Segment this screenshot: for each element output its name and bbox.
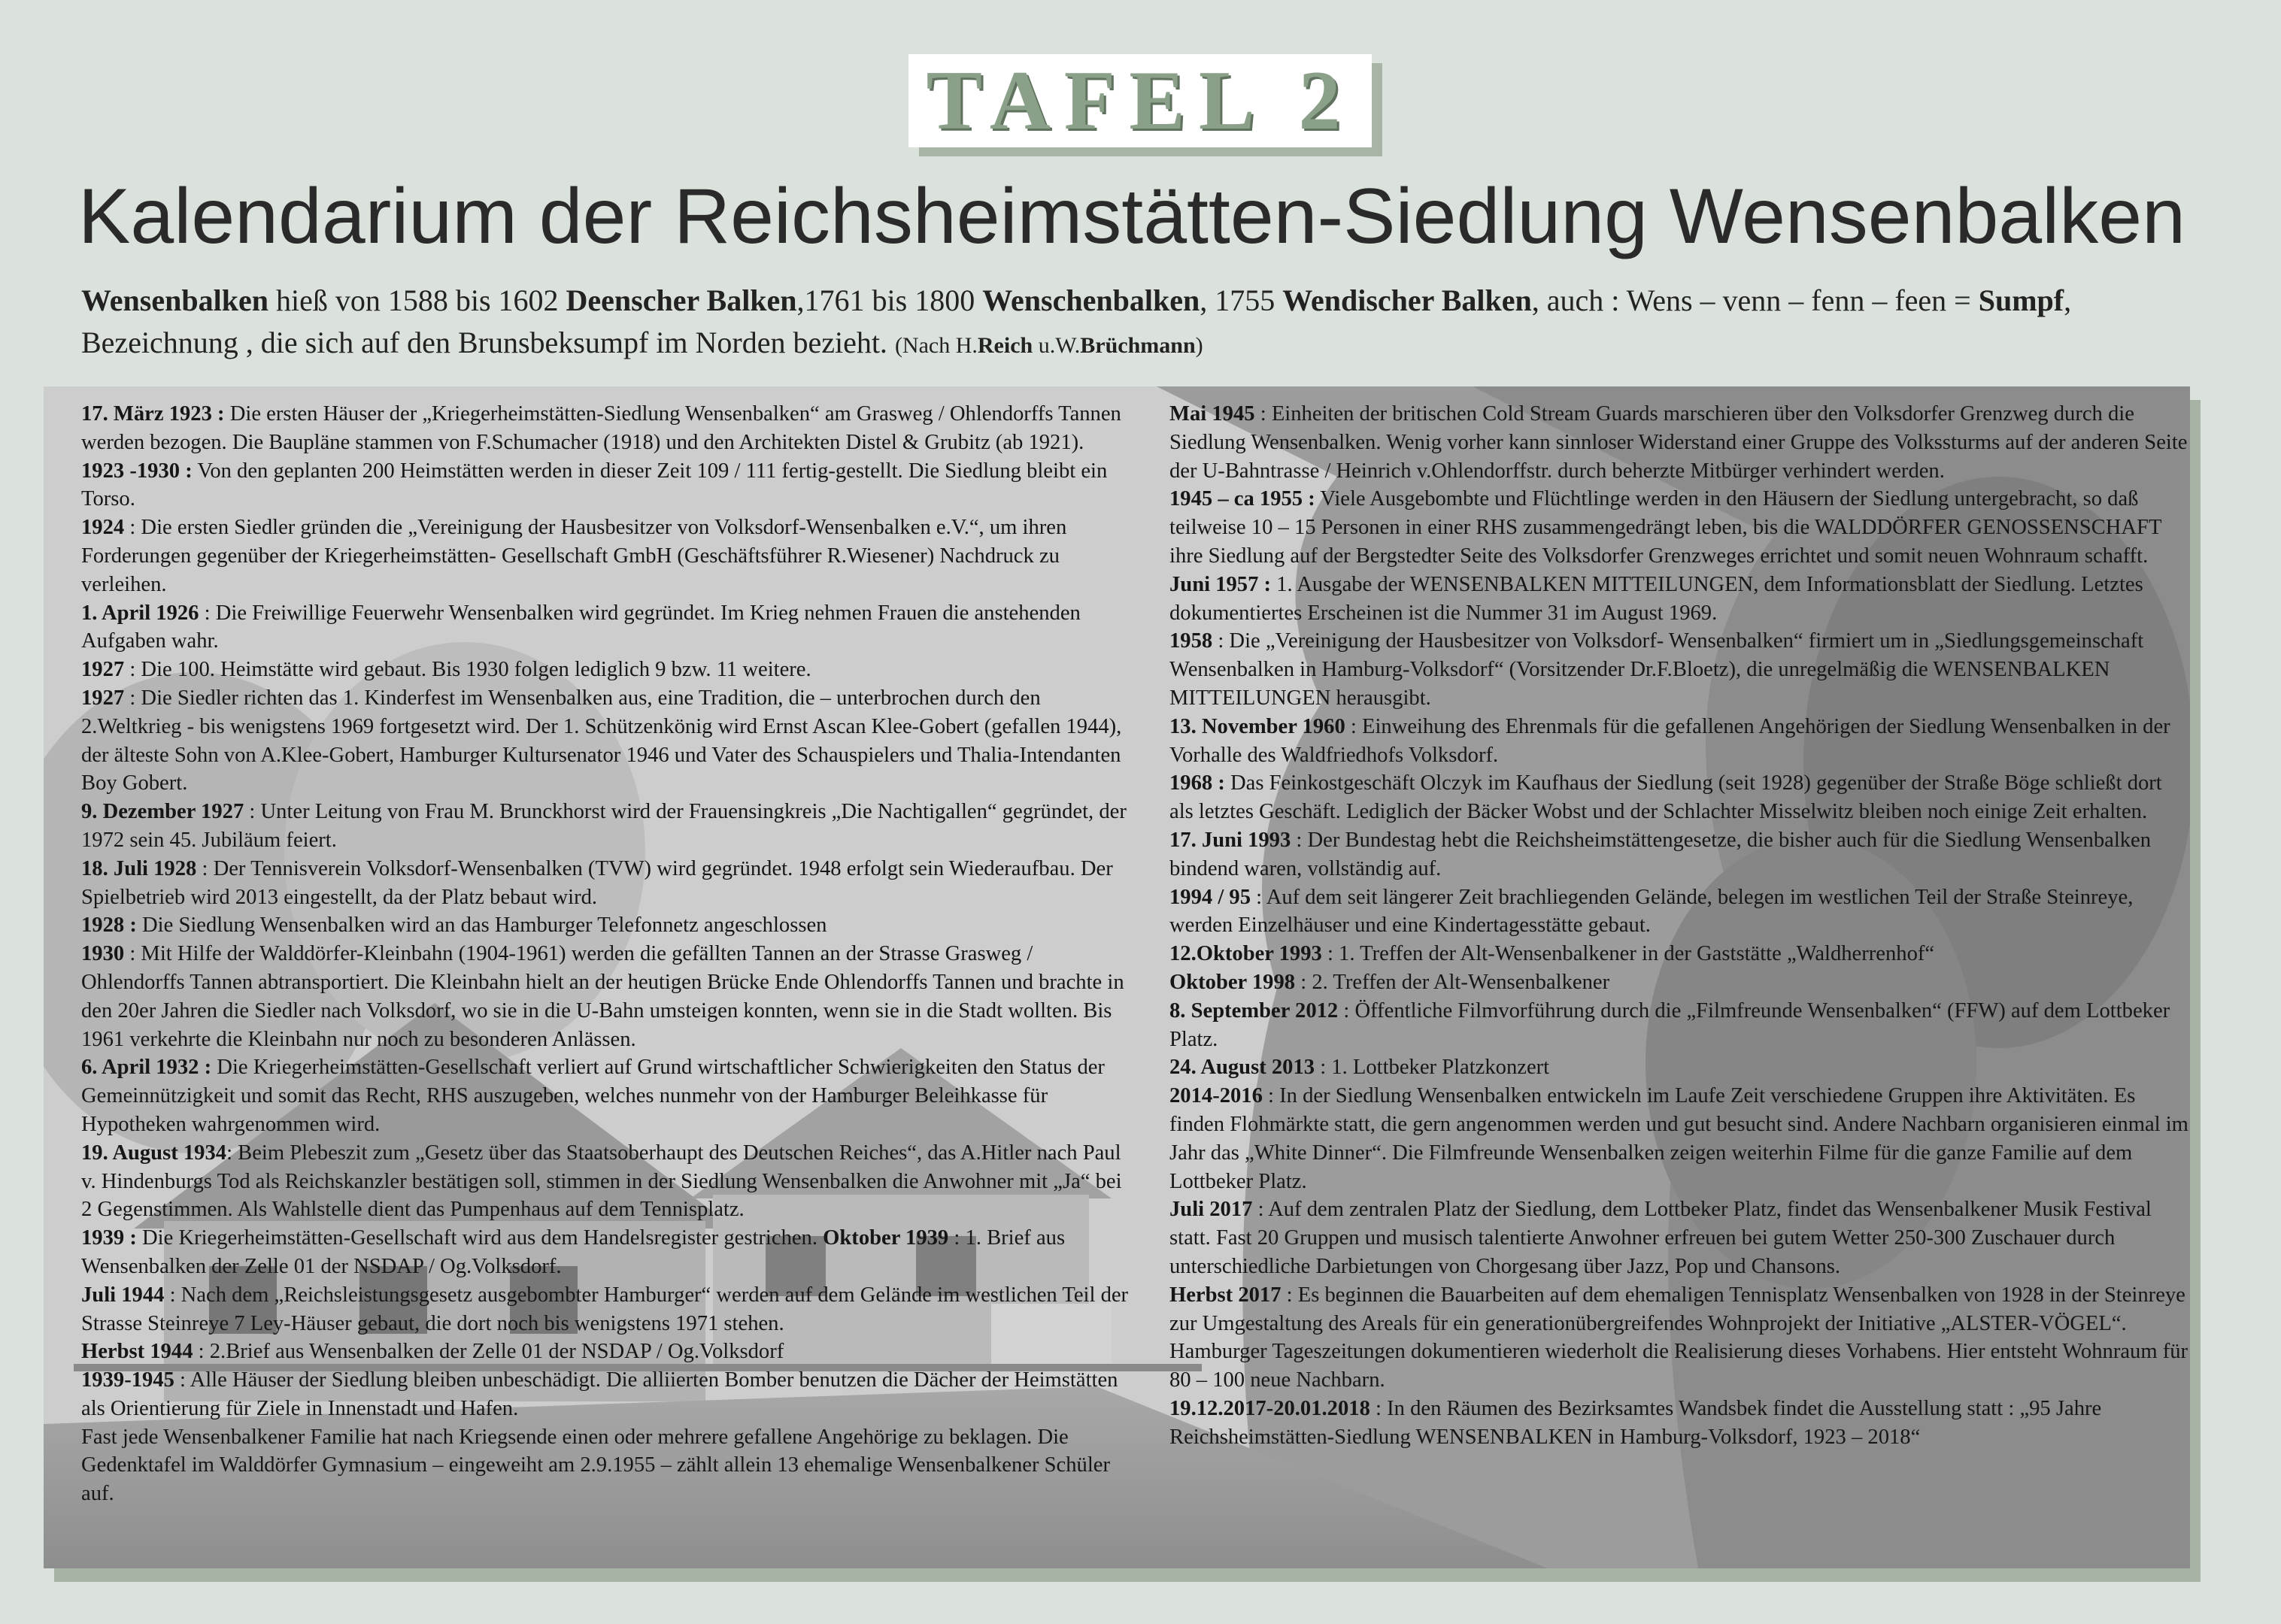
- entry-date: 1927: [81, 658, 125, 682]
- timeline-entry: [1169, 826, 2188, 883]
- entry-text: Die Kriegerheimstätten-Gesellschaft verliert auf Grund wirtschaftlicher Schwierigkeiten den Status der Gemeinnützigkeit und somit das Recht, RHS auszugeben, welches nunmehr von der Hamburger Beleihkasse für Hypotheken wahrgenommen wird.: [81, 1056, 1105, 1136]
- intro-segment: Wenschenbalken: [982, 283, 1200, 317]
- timeline-entry: [1169, 997, 2188, 1054]
- entry-date: Juli 2017: [1169, 1198, 1253, 1222]
- entry-text: : 1. Brief aus Wensenbalken der Zelle 01 der NSDAP / Og.Volksdorf.: [81, 1226, 1066, 1278]
- entry-text: : Auf dem zentralen Platz der Siedlung, dem Lottbeker Platz, findet das Wensenbalkener Musik Festival statt. Fast 20 Gruppen und musisch talentierte Anwohner erfreuen bei gutem Wetter 250-300 Zuschauer durch unterschiedliche Darbietungen von Chorgesang über Jazz, Pop und Chansons.: [1169, 1198, 2152, 1278]
- entry-date: 1924: [81, 516, 125, 540]
- entry-date: 1928 :: [81, 914, 137, 938]
- timeline-entry: [81, 1053, 1134, 1138]
- entry-date: 1994 / 95: [1169, 885, 1251, 909]
- entry-date: 13. November 1960: [1169, 714, 1345, 738]
- intro-line-1: [81, 280, 2210, 322]
- entry-date: 1945 – ca 1955 :: [1169, 487, 1315, 511]
- timeline-entry: [81, 1139, 1134, 1224]
- tafel-badge: [908, 54, 1372, 147]
- intro-segment: Deenscher Balken: [566, 283, 797, 317]
- timeline-entry: [1169, 968, 2188, 997]
- intro-segment: ,: [2064, 283, 2072, 317]
- entry-text: : 1. Lottbeker Platzkonzert: [1315, 1056, 1550, 1080]
- intro-segment: Sumpf: [1978, 283, 2064, 317]
- intro-segment: ,1761 bis 1800: [796, 283, 983, 317]
- entry-date: Mai 1945: [1169, 402, 1255, 426]
- entry-text: : Die „Vereinigung der Hausbesitzer von Volksdorf- Wensenbalken“ firmiert um in „Siedlungsgemeinschaft Wensenbalken in Hamburg-Volksdorf“ (Vorsitzender Dr.F.Bloetz), die unregelmäßig die WENSENBALKEN MITTEILUNGEN herausgibt.: [1169, 629, 2144, 710]
- entry-text: : Die Siedler richten das 1. Kinderfest im Wensenbalken aus, eine Tradition, die – unterbrochen durch den 2.Weltkrieg - bis wenigstens 1969 fortgesetzt wird. Der 1. Schützenkönig wird Ernst Ascan Klee-Gobert (gefallen 1944), der älteste Sohn von A.Klee-Gobert, Hamburger Kultursenator 1946 und Vater des Schauspielers und Thalia-Intendanten Boy Gobert.: [81, 686, 1122, 795]
- timeline-entry: [81, 1281, 1134, 1338]
- entry-date: Oktober 1998: [1169, 970, 1296, 994]
- timeline-entry: [1169, 883, 2188, 941]
- entry-date: 19. August 1934: [81, 1141, 227, 1165]
- entry-text: : Der Bundestag hebt die Reichsheimstättengesetze, die bisher auch für die Siedlung Wensenbalken bindend waren, vollständig auf.: [1169, 828, 2152, 880]
- entry-text: : 1. Treffen der Alt-Wensenbalkener in der Gaststätte „Waldherrenhof“: [1321, 942, 1935, 966]
- entry-text: Die ersten Häuser der „Kriegerheimstätten-Siedlung Wensenbalken“ am Grasweg / Ohlendorffs Tannen werden bezogen. Die Baupläne stammen von F.Schumacher (1918) und den Architekten Distel & Grubitz (ab 1921).: [81, 402, 1121, 454]
- entry-text: : Einweihung des Ehrenmals für die gefallenen Angehörigen der Siedlung Wensenbalken in der Vorhalle des Waldfriedhofs Volksdorf.: [1169, 714, 2170, 767]
- intro-segment: Wensenbalken: [81, 283, 268, 317]
- entry-date: 1923 -1930 :: [81, 459, 193, 483]
- timeline-entry: [1169, 1395, 2188, 1452]
- entry-date: 1939 :: [81, 1226, 137, 1250]
- entry-text: : Die 100. Heimstätte wird gebaut. Bis 1930 folgen lediglich 9 bzw. 11 weitere.: [124, 658, 811, 682]
- entry-date: 19.12.2017-20.01.2018: [1169, 1396, 1370, 1420]
- timeline-entry: [1169, 1281, 2188, 1395]
- entry-date: 1930: [81, 942, 125, 966]
- entry-date: 1968 :: [1169, 771, 1225, 795]
- timeline-right-column: [1169, 400, 2188, 1451]
- entry-date: 6. April 1932 :: [81, 1056, 212, 1080]
- timeline-entry: [1169, 627, 2188, 712]
- timeline-entry: [81, 1366, 1134, 1423]
- timeline-entry: [81, 599, 1134, 656]
- intro-line-2: [81, 322, 2210, 367]
- entry-text: : Alle Häuser der Siedlung bleiben unbeschädigt. Die alliierten Bomber benutzen die Dächer der Heimstätten als Orientierung für Ziele in Innenstadt und Hafen.: [81, 1368, 1118, 1420]
- entry-text: : Einheiten der britischen Cold Stream Guards marschieren über den Volksdorfer Grenzweg durch die Siedlung Wensenbalken. Wenig vorher kann sinnloser Widerstand einer Gruppe des Volkssturms auf der anderen Seite der U-Bahntrasse / Heinrich v.Ohlendorffstr. durch beherzte Mitbürger verhindert werden.: [1169, 402, 2188, 483]
- entry-text: Fast jede Wensenbalkener Familie hat nach Kriegsende einen oder mehrere gefallene Angehörige zu beklagen. Die Gedenktafel im Walddörfer Gymnasium – eingeweiht am 2.9.1955 – zählt allein 13 ehemalige Wensenbalkener Schüler auf.: [81, 1425, 1111, 1506]
- intro-source: (Nach H.Reich u.W.Brüchmann): [894, 333, 1203, 358]
- intro-segment: , 1755: [1200, 283, 1283, 317]
- intro-paragraph: [81, 280, 2210, 367]
- intro-line-2-text: Bezeichnung , die sich auf den Brunsbeksumpf im Norden bezieht.: [81, 326, 887, 359]
- entry-date: Juli 1944: [81, 1283, 165, 1307]
- entry-date: 1. April 1926: [81, 601, 199, 625]
- timeline-entry: [81, 514, 1134, 598]
- entry-text: : Unter Leitung von Frau M. Brunckhorst wird der Frauensingkreis „Die Nachtigallen“ gegründet, der 1972 sein 45. Jubiläum feiert.: [81, 800, 1127, 852]
- entry-date: Juni 1957 :: [1169, 572, 1272, 596]
- timeline-entry: [81, 400, 1134, 457]
- entry-date: Oktober 1939: [823, 1226, 949, 1250]
- timeline-entry: [1169, 400, 2188, 485]
- entry-text: : Mit Hilfe der Walddörfer-Kleinbahn (1904-1961) werden die gefällten Tannen an der Strasse Grasweg / Ohlendorffs Tannen abtransportiert. Die Kleinbahn hielt an der heutigen Brücke Ende Ohlendorffs Tannen und brachte in den 20er Jahren die Siedler nach Volksdorf, wo sie in die U-Bahn umsteigen konnten, wenn sie in die Stadt wollten. Bis 1961 verkehrte die Kleinbahn nur noch zu besonderen Anlässen.: [81, 942, 1124, 1051]
- entry-text: : Es beginnen die Bauarbeiten auf dem ehemaligen Tennisplatz Wensenbalken von 1928 in der Steinreye zur Umgestaltung des Areals für ein generationübergreifendes Wohnprojekt der Initiative „ALSTER-VÖGEL“. Hamburger Tageszeitungen dokumentieren wiederholt die Realisierung dieses Vorhabens. Hier entsteht Wohnraum für 80 – 100 neue Nachbarn.: [1169, 1283, 2188, 1392]
- entry-text: : Nach dem „Reichsleistungsgesetz ausgebombter Hamburger“ werden auf dem Gelände im westlichen Teil der Strasse Steinreye 7 Ley-Häuser gebaut, die dort noch bis wenigstens 1971 stehen.: [81, 1283, 1129, 1335]
- entry-text: : 2. Treffen der Alt-Wensenbalkener: [1295, 970, 1610, 994]
- timeline-entry: [81, 656, 1134, 684]
- entry-date: 17. März 1923 :: [81, 402, 225, 426]
- entry-text: Die Siedlung Wensenbalken wird an das Hamburger Telefonnetz angeschlossen: [136, 914, 827, 938]
- entry-text: : Die Freiwillige Feuerwehr Wensenbalken wird gegründet. Im Krieg nehmen Frauen die anstehenden Aufgaben wahr.: [81, 601, 1081, 653]
- entry-text: : Öffentliche Filmvorführung durch die „Filmfreunde Wensenbalken“ (FFW) auf dem Lottbeker Platz.: [1169, 998, 2170, 1051]
- entry-date: 12.Oktober 1993: [1169, 942, 1322, 966]
- entry-text: : Auf dem seit längerer Zeit brachliegenden Gelände, belegen im westlichen Teil der Straße Steinreye, werden Einzelhäuser und eine Kindertagesstätte gebaut.: [1169, 885, 2134, 938]
- timeline-entry: [81, 911, 1134, 940]
- timeline-entry: [1169, 1082, 2188, 1195]
- intro-segment: Wendischer Balken: [1282, 283, 1532, 317]
- entry-text: 1. Ausgabe der WENSENBALKEN MITTEILUNGEN, dem Informationsblatt der Siedlung. Letztes dokumentiertes Erscheinen ist die Nummer 31 im August 1969.: [1169, 572, 2143, 625]
- timeline-entry: [81, 798, 1134, 855]
- entry-text: : Der Tennisverein Volksdorf-Wensenbalken (TVW) wird gegründet. 1948 erfolgt sein Wiederaufbau. Der Spielbetrieb wird 2013 eingestellt, da der Platz bebaut wird.: [81, 856, 1113, 909]
- timeline-entry: [81, 457, 1134, 514]
- timeline-entry: [1169, 940, 2188, 968]
- entry-date: 1927: [81, 686, 125, 710]
- timeline-entry: [81, 684, 1134, 798]
- timeline-entry: [81, 1338, 1134, 1366]
- entry-text: : Beim Plebeszit zum „Gesetz über das Staatsoberhaupt des Deutschen Reiches“, das A.Hitler nach Paul v. Hindenburgs Tod als Reichskanzler bestätigen soll, stimmen in der Siedlung Wensenbalken die Anwohner mit „Ja“ bei 2 Gegenstimmen. Als Wahlstelle dient das Pumpenhaus auf dem Tennisplatz.: [81, 1141, 1122, 1222]
- timeline-entry: [81, 1423, 1134, 1508]
- timeline-entry: [81, 855, 1134, 912]
- timeline-left-column: [81, 400, 1134, 1508]
- entry-text: Viele Ausgebombte und Flüchtlinge werden in den Häusern der Siedlung untergebracht, so daß teilweise 10 – 15 Personen in einer RHS zusammengedrängt leben, bis die WALDDÖRFER GENOSSENSCHAFT ihre Siedlung auf der Bergstedter Seite des Volksdorfer Grenzweges errichtet und somit neuen Wohnraum schafft.: [1169, 487, 2161, 568]
- timeline-entry: [1169, 1053, 2188, 1082]
- timeline-entry: [1169, 485, 2188, 570]
- entry-date: 24. August 2013: [1169, 1056, 1315, 1080]
- timeline-entry: [81, 1224, 1134, 1281]
- entry-date: 18. Juli 1928: [81, 856, 197, 880]
- entry-text: : In den Räumen des Bezirksamtes Wandsbek findet die Ausstellung statt : „95 Jahre Reichsheimstätten-Siedlung WENSENBALKEN in Hamburg-Volksdorf, 1923 – 2018“: [1169, 1396, 2102, 1449]
- entry-text: Das Feinkostgeschäft Olczyk im Kaufhaus der Siedlung (seit 1928) gegenüber der Straße Böge schließt dort als letztes Geschäft. Lediglich der Bäcker Wobst und der Schlachter Misselwitz bleiben noch einige Zeit erhalten.: [1169, 771, 2162, 824]
- entry-text: Von den geplanten 200 Heimstätten werden in dieser Zeit 109 / 111 fertig-gestellt. Die Siedlung bleibt ein Torso.: [81, 459, 1108, 511]
- tafel-label: TAFEL 2: [926, 54, 1354, 147]
- entry-date: 17. Juni 1993: [1169, 828, 1291, 852]
- entry-text: : In der Siedlung Wensenbalken entwickeln im Laufe Zeit verschiedene Gruppen ihre Aktivitäten. Es finden Flohmärkte statt, die gern angenommen werden und gut besucht sind. Andere Nachbarn organisieren einmal im Jahr das „White Dinner“. Die Filmfreunde Wensenbalken zeigen weiterhin Filme für die ganze Familie auf dem Lottbeker Platz.: [1169, 1084, 2188, 1193]
- entry-date: 8. September 2012: [1169, 998, 1339, 1023]
- page-title: Kalendarium der Reichsheimstätten-Siedlung Wensenbalken: [78, 173, 2185, 260]
- timeline-entry: [1169, 769, 2188, 826]
- entry-date: Herbst 1944: [81, 1340, 193, 1364]
- entry-date: 9. Dezember 1927: [81, 800, 244, 824]
- timeline-entry: [1169, 571, 2188, 628]
- entry-date: 1939-1945: [81, 1368, 174, 1392]
- intro-segment: , auch : Wens – venn – fenn – feen =: [1531, 283, 1979, 317]
- entry-text: : 2.Brief aus Wensenbalken der Zelle 01 der NSDAP / Og.Volksdorf: [193, 1340, 784, 1364]
- timeline-entry: [1169, 1195, 2188, 1280]
- entry-text: : Die ersten Siedler gründen die „Vereinigung der Hausbesitzer von Volksdorf-Wensenbalken e.V.“, um ihren Forderungen gegenüber der Kriegerheimstätten- Gesellschaft GmbH (Geschäftsführer R.Wiesener) Nachdruck zu verleihen.: [81, 516, 1067, 596]
- timeline-entry: [81, 940, 1134, 1053]
- timeline-entry: [1169, 713, 2188, 770]
- intro-segment: hieß von 1588 bis 1602: [268, 283, 566, 317]
- entry-date: 2014-2016: [1169, 1084, 1263, 1108]
- entry-date: 1958: [1169, 629, 1213, 653]
- entry-text: Die Kriegerheimstätten-Gesellschaft wird aus dem Handelsregister gestrichen.: [136, 1226, 824, 1250]
- entry-date: Herbst 2017: [1169, 1283, 1282, 1307]
